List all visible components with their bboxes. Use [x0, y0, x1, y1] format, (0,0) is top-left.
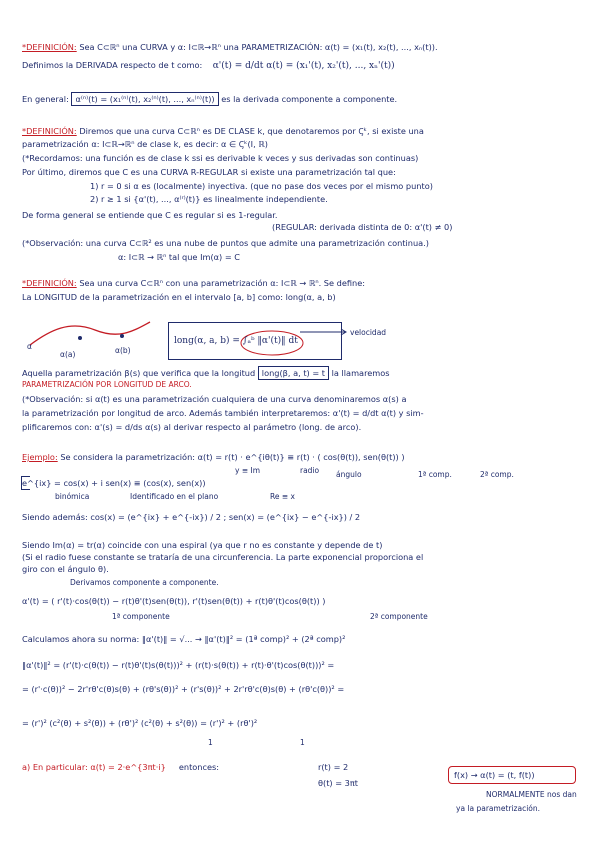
general-label: En general:: [22, 94, 69, 104]
norm-line-1: Calculamos ahora su norma: ‖α'(t)‖ = √... → ‖α'(t)‖² = (1ª comp)² + (2ª comp)²: [22, 634, 346, 644]
definition-1-text: Sea C⊂ℝⁿ una CURVA y α: I⊂ℝ→ℝⁿ una PARAMETRIZACIÓN: α(t) = (x₁(t), x₂(t), ..., xₙ(t)).: [79, 42, 438, 52]
second-component-label: 2ª comp.: [480, 470, 514, 479]
graph-parametrization: f(x) → α(t) = (t, f(t)): [454, 770, 535, 780]
point-a: [78, 336, 82, 340]
definition-2-text: Diremos que una curva C⊂ℝⁿ es DE CLASE k, que denotaremos por Ꞔᵏ, si existe una: [79, 126, 424, 136]
radius-value: r(t) = 2: [318, 762, 349, 772]
angle-label: ángulo: [336, 470, 362, 479]
norm-line-4: = (r')² (c²(θ) + s²(θ)) + (rθ')² (c²(θ) + s²(θ)) = (r')² + (rθ')²: [22, 718, 258, 728]
general-derivative-tail: es la derivada componente a componente.: [221, 94, 398, 104]
example-heading: Ejemplo:: [22, 452, 58, 462]
binomic-label: binómica: [55, 492, 90, 501]
definition-2-image: α: I⊂ℝ → ℝⁿ tal que Im(α) = C: [118, 252, 241, 262]
example-parametrization: Se considera la parametrización: α(t) = r(t) · e^{iθ(t)} ≡ r(t) · ( cos(θ(t)), sen(θ(t)) ): [60, 452, 405, 462]
plane-identified-label: Identificado en el plano: [130, 492, 219, 501]
definition-2-item-1: 1) r = 0 si α es (localmente) inyectiva. (que no pase dos veces por el mismo punto): [90, 181, 433, 191]
definition-2-regular: Por último, diremos que C es una CURVA R-REGULAR si existe una parametrización tal que:: [22, 167, 396, 177]
cos-sin-definition: Siendo además: cos(x) = (e^{ix} + e^{-ix}) / 2 ; sen(x) = (e^{ix} − e^{-ix}) / 2: [22, 512, 361, 522]
diagram-alpha-label: α: [27, 342, 32, 351]
diagram-b-label: α(b): [115, 346, 131, 355]
angle-value: θ(t) = 3πt: [318, 778, 359, 788]
definition-2-item-2: 2) r ≥ 1 si {α'(t), ..., α⁽ʳ⁾(t)} es linealmente independiente.: [90, 194, 328, 204]
definition-2-line-2: parametrización α: I⊂ℝ→ℝⁿ de clase k, es decir: α ∈ Ꞔᵏ(I, ℝ): [22, 139, 268, 149]
definition-2-observation: (*Observación: una curva C⊂ℝ² es una nube de puntos que admite una parametrización continua.): [22, 238, 429, 248]
velocity-label: velocidad: [350, 328, 387, 337]
real-axis-label: Re ≡ x: [270, 492, 295, 501]
point-b: [120, 334, 124, 338]
then-label: entonces:: [178, 762, 220, 772]
definition-2-remember: (*Recordamos: una función es de clase k ssi es derivable k veces y sus derivadas son continuas): [22, 153, 419, 163]
diagram-a-label: α(a): [60, 350, 76, 359]
general-derivative-formula: α⁽ⁿ⁾(t) = (x₁⁽ⁿ⁾(t), x₂⁽ⁿ⁾(t), ..., xₙ⁽ⁿ⁾(t)): [71, 92, 218, 106]
definition-2-general: De forma general se entiende que C es regular si es 1-regular.: [22, 210, 278, 220]
identity-one-1: 1: [208, 738, 213, 747]
derivative-intro: Definimos la DERIVADA respecto de t como:: [22, 60, 203, 70]
final-note-2: ya la parametrización.: [456, 804, 541, 813]
final-note-1: NORMALMENTE nos dan: [486, 790, 577, 799]
arc-length-tail: la llamaremos: [331, 368, 390, 378]
spiral-line-3: giro con el ángulo θ).: [22, 564, 109, 574]
derivative-expression: α'(t) = ( r'(t)·cos(θ(t)) − r(t)θ'(t)sen(θ(t)), r'(t)sen(θ(t)) + r(t)θ'(t)cos(θ(t)) ): [22, 596, 326, 606]
particular-case: [22, 762, 219, 772]
spiral-line-1: Siendo Im(α) = tr(α) coincide con una espiral (ya que r no es constante y depende de t): [22, 540, 383, 550]
derivative-formula: α'(t) = d/dt α(t) = (x₁'(t), x₂'(t), ..., xₙ'(t)): [212, 61, 395, 71]
euler-formula: e^{ix} = cos(x) + i sen(x) ≡ (cos(x), sen(x)): [22, 478, 206, 488]
derivative-note: Derivamos componente a componente.: [70, 578, 219, 587]
radius-label: radio: [300, 466, 320, 475]
derivative-component-1: 1ª componente: [112, 612, 170, 621]
arc-length-condition: long(β, a, t) = t: [258, 366, 329, 380]
definition-1-heading: *DEFINICIÓN:: [22, 42, 77, 52]
definition-3-heading: *DEFINICIÓN:: [22, 278, 77, 288]
length-formula: long(α, a, b) = ∫ₐᵇ ‖α'(t)‖ dt: [174, 336, 298, 346]
identity-one-2: 1: [300, 738, 305, 747]
definition-3-line-3: [22, 368, 390, 378]
definition-2-heading: *DEFINICIÓN:: [22, 126, 77, 136]
definition-3-observation-1: (*Observación: si α(t) es una parametrización cualquiera de una curva denominaremos α(s) a: [22, 394, 407, 404]
spiral-line-2: (Si el radio fuese constante se trataría de una circunferencia. La parte exponencial proporciona el: [22, 552, 424, 562]
definition-2-regular-note: (REGULAR: derivada distinta de 0: α'(t) ≠ 0): [272, 222, 453, 232]
curve-path: [30, 322, 150, 345]
example-line-1: [22, 452, 405, 462]
derivative-component-2: 2ª componente: [370, 612, 428, 621]
arc-length-title: PARAMETRIZACIÓN POR LONGITUD DE ARCO.: [22, 380, 192, 389]
definition-3-line-2: La LONGITUD de la parametrización en el intervalo [a, b] como: long(α, a, b): [22, 292, 336, 302]
particular-label: a) En particular: α(t) = 2·e^{3πt·i}: [22, 762, 166, 772]
definition-3-text: Sea una curva C⊂ℝⁿ con una parametrización α: I⊂ℝ → ℝⁿ. Se define:: [79, 278, 366, 288]
arc-length-intro: Aquella parametrización β(s) que verifica que la longitud: [22, 368, 256, 378]
definition-3-observation-3: plificaremos con: α'(s) = d/ds α(s) al derivar respecto al parámetro (long. de arco).: [22, 422, 362, 432]
imaginary-axis-label: y ≡ Im: [235, 466, 261, 475]
definition-3-observation-2: la parametrización por longitud de arco. Además también interpretaremos: α'(t) = d/dt α(t) y sim-: [22, 408, 424, 418]
norm-line-3: = (r'·c(θ))² − 2r'rθ'c(θ)s(θ) + (rθ's(θ))² + (r's(θ))² + 2r'rθ'c(θ)s(θ) + (rθ'c(θ))² =: [22, 684, 345, 694]
norm-line-2: ‖α'(t)‖² = (r'(t)·c(θ(t)) − r(t)θ'(t)s(θ(t)))² + (r(t)·s(θ(t)) + r(t)·θ'(t)cos(θ(t)))² =: [22, 660, 335, 670]
first-component-label: 1ª comp.: [418, 470, 452, 479]
